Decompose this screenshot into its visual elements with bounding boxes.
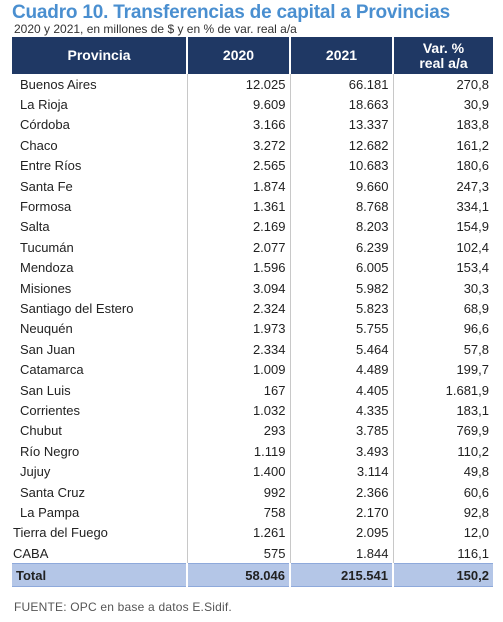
cell-var: 161,2 bbox=[393, 135, 493, 155]
total-var: 150,2 bbox=[393, 564, 493, 587]
cell-provincia: Formosa bbox=[20, 199, 72, 215]
cell-provincia: Tierra del Fuego bbox=[13, 525, 108, 541]
cell-var: 270,8 bbox=[393, 74, 493, 94]
cell-2021: 6.239 bbox=[290, 237, 393, 257]
cell-provincia: Santiago del Estero bbox=[20, 300, 134, 316]
table-header-row bbox=[12, 37, 493, 74]
cell-var: 180,6 bbox=[393, 156, 493, 176]
cell-var: 30,9 bbox=[393, 94, 493, 114]
cell-2020: 2.565 bbox=[187, 156, 290, 176]
table-row bbox=[12, 359, 493, 379]
cell-2021: 5.755 bbox=[290, 319, 393, 339]
cell-provincia: La Rioja bbox=[20, 97, 68, 113]
cell-2020: 992 bbox=[187, 482, 290, 502]
cell-provincia: Corrientes bbox=[20, 402, 80, 418]
cell-2021: 2.170 bbox=[290, 502, 393, 522]
cell-2021: 12.682 bbox=[290, 135, 393, 155]
cell-provincia: Río Negro bbox=[20, 443, 80, 459]
cell-provincia: Misiones bbox=[20, 280, 72, 296]
cell-2021: 1.844 bbox=[290, 543, 393, 564]
transfers-table bbox=[12, 37, 493, 587]
cell-var: 769,9 bbox=[393, 421, 493, 441]
cell-var: 1.681,9 bbox=[393, 380, 493, 400]
cell-provincia: Entre Ríos bbox=[20, 158, 82, 174]
cell-var: 247,3 bbox=[393, 176, 493, 196]
table-row bbox=[12, 482, 493, 502]
table-row bbox=[12, 523, 493, 543]
cell-2020: 758 bbox=[187, 502, 290, 522]
cell-provincia: Córdoba bbox=[20, 117, 70, 133]
cell-2021: 10.683 bbox=[290, 156, 393, 176]
table-row bbox=[12, 237, 493, 257]
cell-provincia: San Juan bbox=[20, 341, 75, 357]
cell-2021: 6.005 bbox=[290, 258, 393, 278]
cell-2021: 4.489 bbox=[290, 359, 393, 379]
cell-provincia: San Luis bbox=[20, 382, 71, 398]
table-row bbox=[12, 156, 493, 176]
cell-2020: 9.609 bbox=[187, 94, 290, 114]
cell-2020: 1.874 bbox=[187, 176, 290, 196]
cell-2020: 293 bbox=[187, 421, 290, 441]
table-row bbox=[12, 176, 493, 196]
cell-var: 153,4 bbox=[393, 258, 493, 278]
cell-2021: 2.366 bbox=[290, 482, 393, 502]
cell-var: 334,1 bbox=[393, 196, 493, 216]
cell-var: 199,7 bbox=[393, 359, 493, 379]
cell-var: 30,3 bbox=[393, 278, 493, 298]
cell-provincia: Neuquén bbox=[20, 321, 73, 337]
total-2021: 215.541 bbox=[290, 564, 393, 587]
cell-provincia: Santa Fe bbox=[20, 178, 73, 194]
cell-2021: 8.768 bbox=[290, 196, 393, 216]
table-row bbox=[12, 421, 493, 441]
cell-var: 154,9 bbox=[393, 217, 493, 237]
table-body bbox=[12, 74, 493, 564]
cell-2020: 3.272 bbox=[187, 135, 290, 155]
cell-2021: 18.663 bbox=[290, 94, 393, 114]
cell-provincia: Tucumán bbox=[20, 239, 74, 255]
cell-var: 116,1 bbox=[393, 543, 493, 564]
cell-2021: 8.203 bbox=[290, 217, 393, 237]
cell-2020: 1.009 bbox=[187, 359, 290, 379]
cell-var: 183,8 bbox=[393, 115, 493, 135]
cell-var: 96,6 bbox=[393, 319, 493, 339]
column-header-provincia: Provincia bbox=[12, 37, 187, 74]
cell-var: 49,8 bbox=[393, 461, 493, 481]
cell-var: 183,1 bbox=[393, 400, 493, 420]
table-row bbox=[12, 258, 493, 278]
table-row bbox=[12, 400, 493, 420]
cell-var: 60,6 bbox=[393, 482, 493, 502]
cell-2020: 575 bbox=[187, 543, 290, 564]
cell-var: 102,4 bbox=[393, 237, 493, 257]
cell-2021: 5.823 bbox=[290, 298, 393, 318]
cell-2020: 1.400 bbox=[187, 461, 290, 481]
cell-2020: 12.025 bbox=[187, 74, 290, 94]
table-row bbox=[12, 74, 493, 94]
cell-2020: 2.334 bbox=[187, 339, 290, 359]
cell-2020: 167 bbox=[187, 380, 290, 400]
cell-provincia: CABA bbox=[13, 545, 49, 561]
cell-2021: 4.335 bbox=[290, 400, 393, 420]
cell-var: 92,8 bbox=[393, 502, 493, 522]
column-header-var bbox=[393, 37, 493, 74]
cell-2021: 3.493 bbox=[290, 441, 393, 461]
cell-2020: 1.973 bbox=[187, 319, 290, 339]
cell-provincia: Chubut bbox=[20, 423, 62, 439]
table-row bbox=[12, 298, 493, 318]
cell-2020: 1.032 bbox=[187, 400, 290, 420]
table-row bbox=[12, 339, 493, 359]
table-row bbox=[12, 196, 493, 216]
table-row bbox=[12, 94, 493, 114]
table-row bbox=[12, 502, 493, 522]
cell-2020: 1.596 bbox=[187, 258, 290, 278]
table-row bbox=[12, 135, 493, 155]
cell-provincia: Buenos Aires bbox=[20, 76, 97, 92]
source-note: FUENTE: OPC en base a datos E.Sidif. bbox=[14, 600, 232, 614]
total-row bbox=[12, 564, 493, 587]
cell-provincia: Mendoza bbox=[20, 260, 74, 276]
cell-2020: 2.077 bbox=[187, 237, 290, 257]
table-row bbox=[12, 319, 493, 339]
cell-var: 12,0 bbox=[393, 523, 493, 543]
cell-provincia: Jujuy bbox=[20, 464, 51, 480]
cell-2020: 3.166 bbox=[187, 115, 290, 135]
total-label: Total bbox=[12, 564, 187, 587]
table-subtitle: 2020 y 2021, en millones de $ y en % de var. real a/a bbox=[14, 22, 297, 36]
cell-2021: 13.337 bbox=[290, 115, 393, 135]
column-header-var-line2: real a/a bbox=[419, 54, 468, 71]
cell-2021: 4.405 bbox=[290, 380, 393, 400]
cell-2020: 1.119 bbox=[187, 441, 290, 461]
table-title: Cuadro 10. Transferencias de capital a Provincias bbox=[12, 2, 450, 23]
table-row bbox=[12, 278, 493, 298]
column-header-2020: 2020 bbox=[187, 37, 290, 74]
table-row bbox=[12, 461, 493, 481]
cell-provincia: Salta bbox=[20, 219, 50, 235]
cell-2020: 3.094 bbox=[187, 278, 290, 298]
table-row bbox=[12, 115, 493, 135]
cell-var: 110,2 bbox=[393, 441, 493, 461]
cell-provincia: Catamarca bbox=[20, 362, 84, 378]
cell-provincia: Chaco bbox=[20, 137, 58, 153]
cell-2021: 3.114 bbox=[290, 461, 393, 481]
cell-2021: 5.982 bbox=[290, 278, 393, 298]
cell-provincia: Santa Cruz bbox=[20, 484, 86, 500]
table-row bbox=[12, 380, 493, 400]
table-row bbox=[12, 441, 493, 461]
cell-2021: 2.095 bbox=[290, 523, 393, 543]
cell-2021: 5.464 bbox=[290, 339, 393, 359]
cell-provincia: La Pampa bbox=[20, 504, 80, 520]
cell-2021: 9.660 bbox=[290, 176, 393, 196]
cell-2020: 1.361 bbox=[187, 196, 290, 216]
table-row bbox=[12, 543, 493, 564]
cell-2021: 3.785 bbox=[290, 421, 393, 441]
cell-2020: 2.169 bbox=[187, 217, 290, 237]
cell-var: 57,8 bbox=[393, 339, 493, 359]
column-header-2021: 2021 bbox=[290, 37, 393, 74]
table-row bbox=[12, 217, 493, 237]
total-2020: 58.046 bbox=[187, 564, 290, 587]
cell-2020: 1.261 bbox=[187, 523, 290, 543]
column-header-var-line1: Var. % bbox=[422, 39, 465, 56]
cell-2021: 66.181 bbox=[290, 74, 393, 94]
cell-2020: 2.324 bbox=[187, 298, 290, 318]
cell-var: 68,9 bbox=[393, 298, 493, 318]
